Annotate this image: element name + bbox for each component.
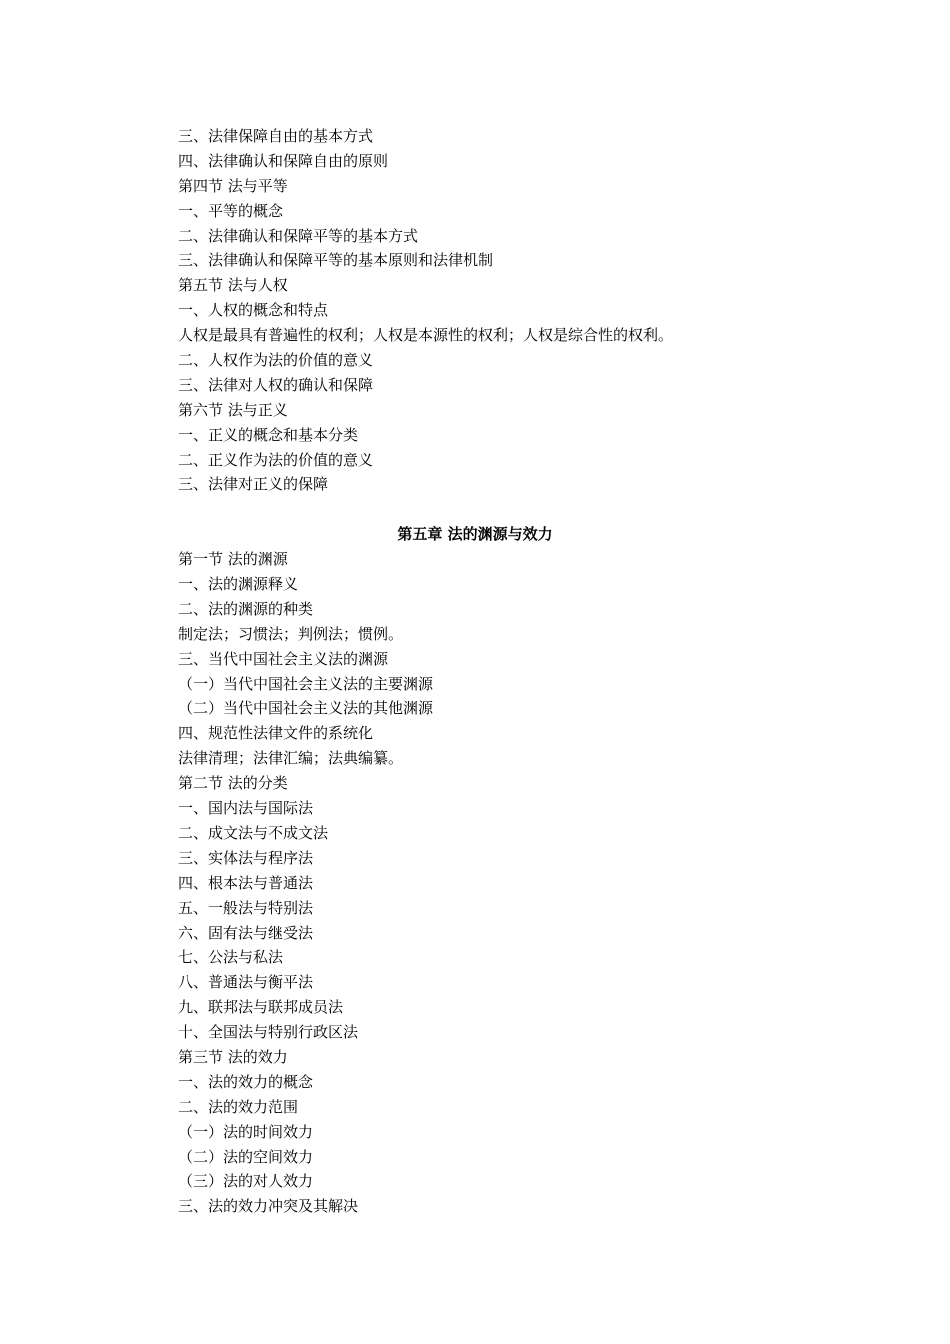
text-line: 二、正义作为法的价值的意义 (178, 450, 374, 469)
text-line: （一）当代中国社会主义法的主要渊源 (178, 674, 434, 693)
section-heading: 第三节 法的效力 (178, 1047, 288, 1066)
text-line: 三、法律保障自由的基本方式 (178, 127, 374, 145)
text-line: 一、国内法与国际法 (178, 799, 314, 818)
section-heading: 第二节 法的分类 (178, 774, 288, 793)
spacer (178, 497, 778, 522)
text-line: 三、法律对正义的保障 (178, 475, 329, 494)
text-line: 一、法的效力的概念 (178, 1072, 314, 1091)
text-line: （二）当代中国社会主义法的其他渊源 (178, 699, 434, 718)
section-heading: 第四节 法与平等 (178, 176, 288, 195)
text-line: （三）法的对人效力 (178, 1172, 314, 1191)
section-heading: 第一节 法的渊源 (178, 550, 288, 569)
text-line: （二）法的空间效力 (178, 1147, 314, 1166)
text-line: （一）法的时间效力 (178, 1122, 314, 1141)
section-heading: 第六节 法与正义 (178, 400, 288, 419)
text-line: 三、当代中国社会主义法的渊源 (178, 649, 389, 668)
text-line: 三、法律确认和保障平等的基本原则和法律机制 (178, 251, 494, 270)
text-line: 一、法的渊源释义 (178, 575, 299, 594)
text-line: 九、联邦法与联邦成员法 (178, 998, 344, 1017)
body-text: 法律清理；法律汇编；法典编纂。 (178, 749, 404, 768)
body-text: 制定法；习惯法；判例法；惯例。 (178, 624, 404, 643)
text-line: 三、实体法与程序法 (178, 848, 314, 867)
text-line: 四、规范性法律文件的系统化 (178, 724, 374, 743)
text-line: 二、法的效力范围 (178, 1097, 299, 1116)
body-text: 人权是最具有普遍性的权利；人权是本源性的权利；人权是综合性的权利。 (178, 326, 674, 345)
text-line: 二、成文法与不成文法 (178, 823, 329, 842)
text-line: 二、人权作为法的价值的意义 (178, 351, 374, 370)
text-line: 八、普通法与衡平法 (178, 973, 314, 992)
text-line: 六、固有法与继受法 (178, 923, 314, 942)
chapter-title: 第五章 法的渊源与效力 (397, 525, 553, 544)
text-line: 七、公法与私法 (178, 948, 284, 967)
text-line: 二、法的渊源的种类 (178, 599, 314, 618)
text-line: 三、法律对人权的确认和保障 (178, 375, 374, 394)
text-line: 一、人权的概念和特点 (178, 301, 329, 320)
section-list-top (178, 124, 778, 497)
text-line: 一、平等的概念 (178, 201, 284, 220)
section-heading: 第五节 法与人权 (178, 276, 288, 295)
section-list-bottom (178, 547, 778, 1219)
text-line: 四、根本法与普通法 (178, 873, 314, 892)
text-line: 五、一般法与特别法 (178, 898, 314, 917)
text-line: 三、法的效力冲突及其解决 (178, 1197, 359, 1216)
document-page (178, 124, 778, 1219)
text-line: 一、正义的概念和基本分类 (178, 425, 359, 444)
text-line: 四、法律确认和保障自由的原则 (178, 151, 389, 170)
text-line: 十、全国法与特别行政区法 (178, 1023, 359, 1042)
text-line: 二、法律确认和保障平等的基本方式 (178, 226, 419, 245)
